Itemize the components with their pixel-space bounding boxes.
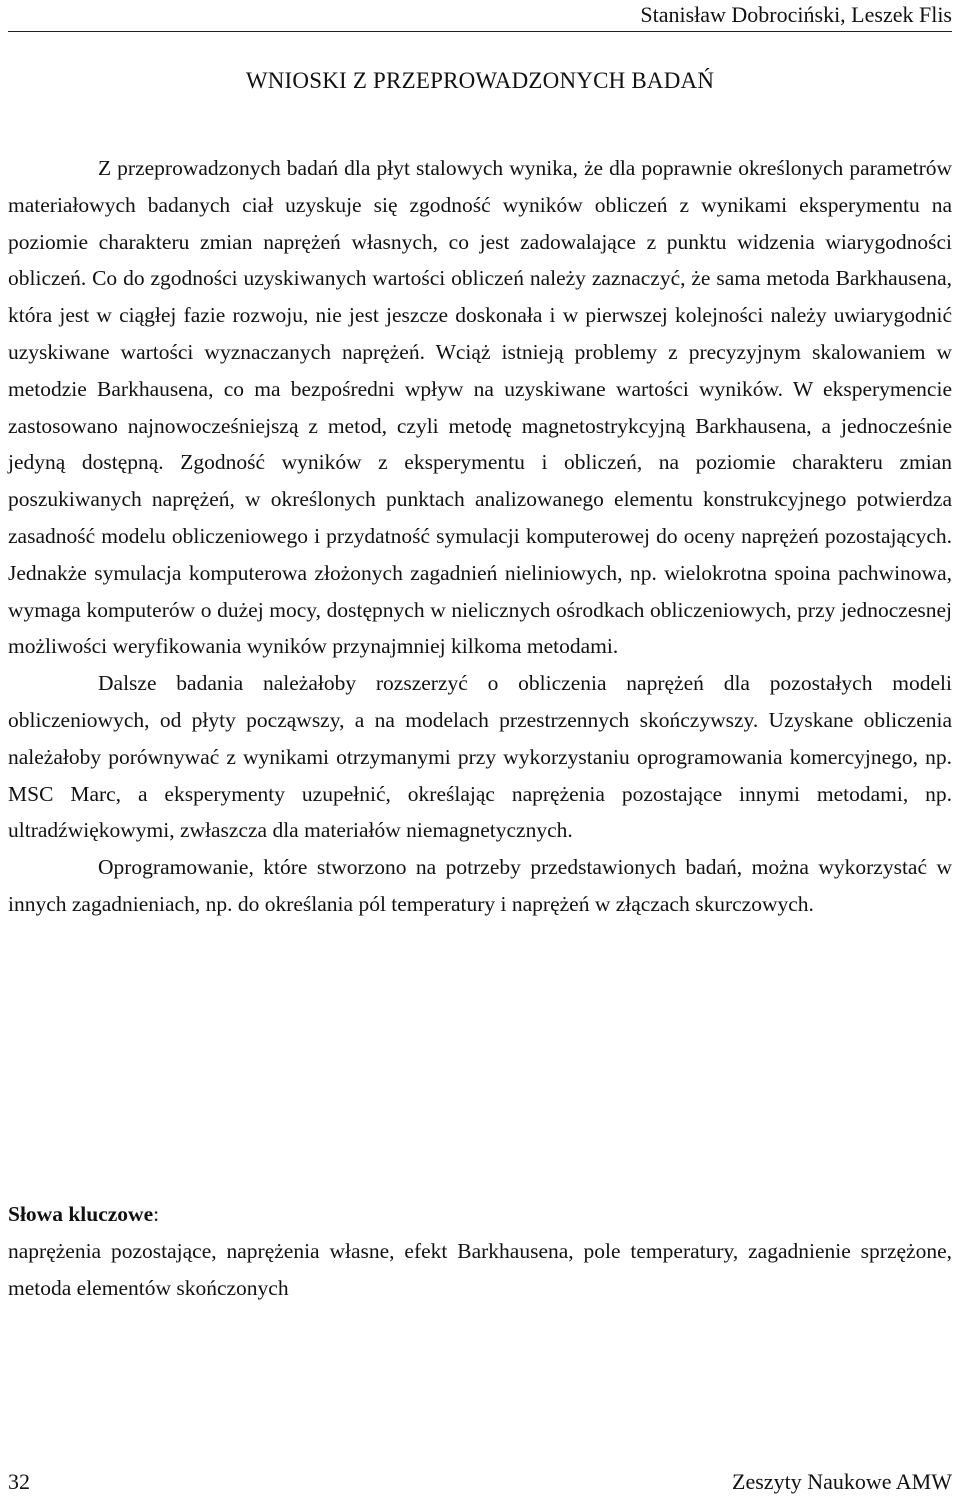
paragraph: Oprogramowanie, które stworzono na potrzeby przedstawionych badań, można wykorzystać w innych zagadnieniach, np. do określania pól temperatury i naprężeń w złączach skurczowych. [8, 855, 952, 916]
keywords-section [8, 1196, 952, 1307]
section-heading: WNIOSKI Z PRZEPROWADZONYCH BADAŃ [245, 68, 715, 93]
header-divider [8, 31, 952, 32]
page-number: 32 [8, 1469, 30, 1494]
keywords-list: naprężenia pozostające, naprężenia własne, efekt Barkhausena, pole temperatury, zagadnienie sprzężone, metoda elementów skończonych [8, 1239, 952, 1300]
keywords-label: Słowa kluczowe [8, 1202, 154, 1226]
running-header-authors: Stanisław Dobrociński, Leszek Flis [640, 2, 952, 27]
keywords-separator: : [153, 1202, 160, 1226]
journal-name: Zeszyty Naukowe AMW [732, 1469, 952, 1494]
paragraph: Dalsze badania należałoby rozszerzyć o obliczenia naprężeń dla pozostałych modeli obliczeniowych, od płyty począwszy, a na modelach przestrzennych skończywszy. Uzyskane obliczenia należałoby porównywać z wynikami otrzymanymi przy wykorzystaniu oprogramowania komercyjnego, np. MSC Marc, a eksperymenty uzupełnić, określając naprężenia pozostające innymi metodami, np. ultradźwiękowymi, zwłaszcza dla materiałów niemagnetycznych. [8, 671, 952, 843]
section-body [8, 150, 952, 923]
keywords-heading [8, 1196, 952, 1233]
paragraph: Z przeprowadzonych badań dla płyt stalowych wynika, że dla poprawnie określonych parametrów materiałowych badanych ciał uzyskuje się zgodność wyników obliczeń z wynikami eksperymentu na poziomie charakteru zmian naprężeń własnych, co jest zadowalające z punktu widzenia wiarygodności obliczeń. Co do zgodności uzyskiwanych wartości obliczeń należy zaznaczyć, że sama metoda Barkhausena, która jest w ciągłej fazie rozwoju, nie jest jeszcze doskonała i w pierwszej kolejności należy uwiarygodnić uzyskiwane wartości wyznaczanych naprężeń. Wciąż istnieją problemy z precyzyjnym skalowaniem w metodzie Barkhausena, co ma bezpośredni wpływ na uzyskiwane wartości wyników. W eksperymencie zastosowano najnowocześniejszą z metod, czyli metodę magnetostrykcyjną Barkhausena, a jednocześnie jedyną dostępną. Zgodność wyników z eksperymentu i obliczeń, na poziomie charakteru zmian poszukiwanych naprężeń, w określonych punktach analizowanego elementu konstrukcyjnego potwierdza zasadność modelu obliczeniowego i przydatność symulacji komputerowej do oceny naprężeń pozostających. Jednakże symulacja komputerowa złożonych zagadnień nieliniowych, np. wielokrotna spoina pachwinowa, wymaga komputerów o dużej mocy, dostępnych w nielicznych ośrodkach obliczeniowych, przy jednoczesnej możliwości weryfikowania wyników przynajmniej kilkoma metodami. [8, 156, 952, 659]
